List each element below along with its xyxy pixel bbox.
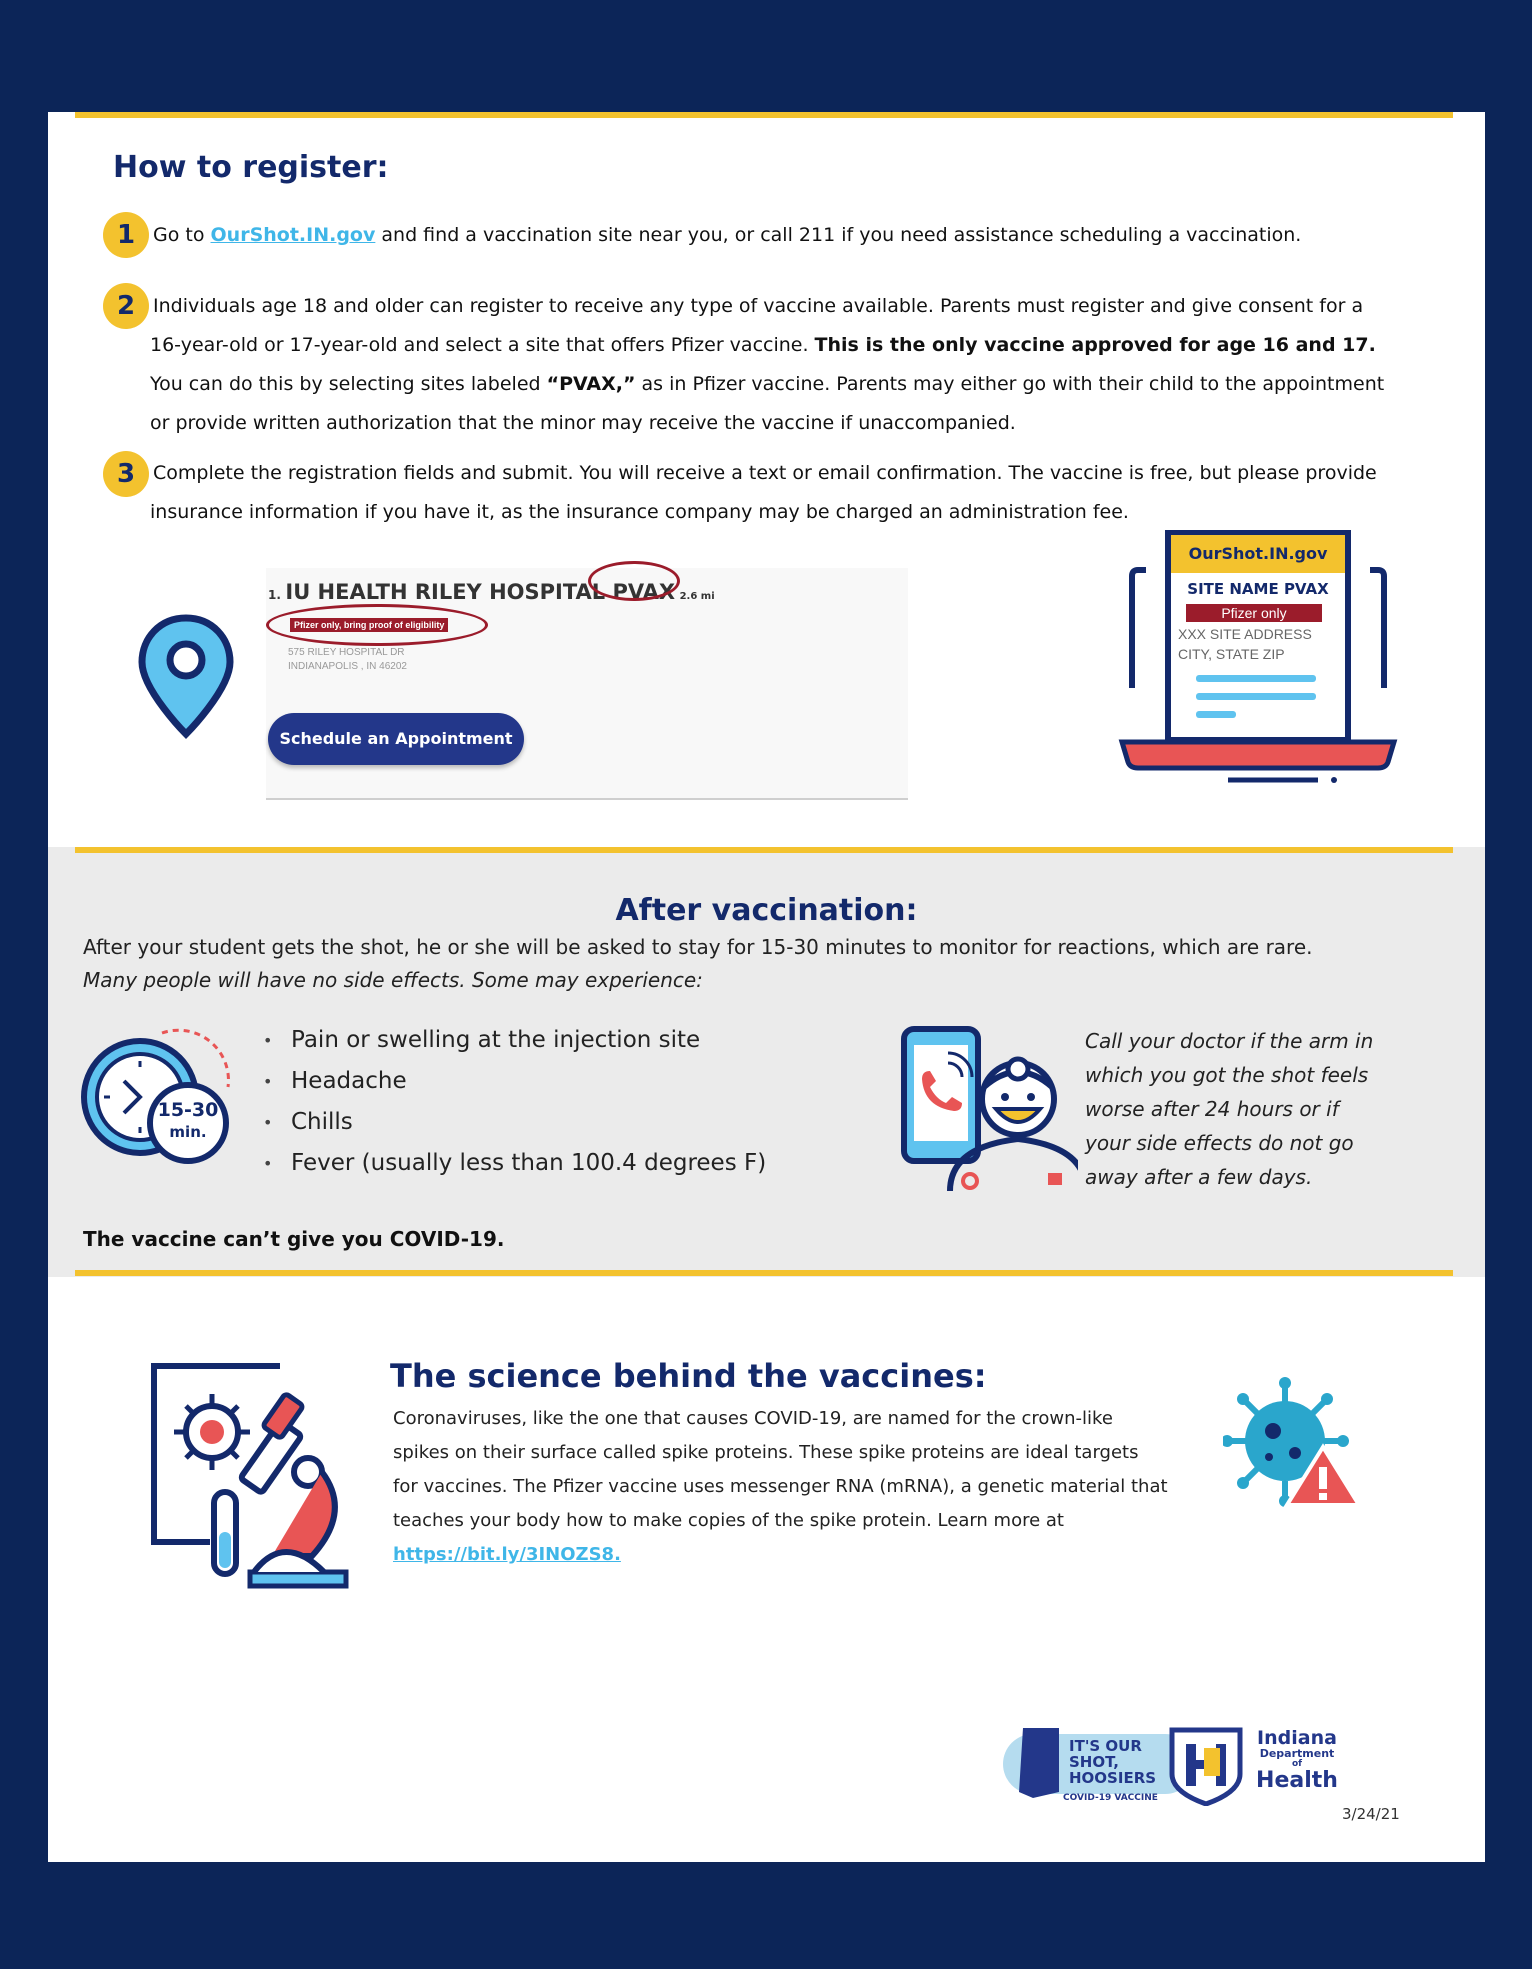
virus-warning-icon bbox=[1223, 1377, 1363, 1507]
microscope-lab-icon bbox=[150, 1362, 350, 1592]
step-3-text: Complete the registration fields and submit. You will receive a text or email confirmation. The vaccine is free, but please provide insurance information if you have it, as the insurance company may be charged an administration fee. bbox=[150, 462, 1377, 523]
flyer-page bbox=[48, 112, 1485, 1862]
list-item: • Chills bbox=[263, 1102, 766, 1143]
list-item: • Headache bbox=[263, 1061, 766, 1102]
register-heading: How to register: bbox=[113, 150, 389, 185]
site-listing-example: 1. IU HEALTH RILEY HOSPITAL PVAX 2.6 mi Pfizer only, bring proof of eligibility 575 RILEY HOSPITAL DR INDIANAPOLIS , IN 46202 Schedule an Appointment bbox=[266, 568, 908, 800]
step-2-text: Individuals age 18 and older can register to receive any type of vaccine available. Parents must register and give consent for a 16-year-old or 17-year-old and select a site that offers Pfizer vaccine. This is the only vaccine approved for age 16 and 17. You can do this by selecting sites labeled “PVAX,” as in Pfizer vaccine. Parents may either go with their child to the appointment or provide written authorization that the minor may receive the vaccine if unaccompanied. bbox=[150, 295, 1385, 434]
top-gold-rule bbox=[75, 112, 1453, 118]
publish-date: 3/24/21 bbox=[1342, 1805, 1400, 1823]
indiana-department-of-health-logo: Indiana Department of Health bbox=[1166, 1722, 1366, 1812]
after-vaccination-section: After vaccination: After your student gets the shot, he or she will be asked to stay for 15-30 minutes to monitor for reactions, which are rare. Many people will have no side effects. Some may experience: 15-30 min. • Pain or swelling at the injection site • Headache • Chills • Fever (usually less than 100.4 degrees F) Call your doctor if the arm in which you got the shot feels worse after 24 hours or if your side effects do not go away after a few days. The vaccine can’t give you COVID-19. bbox=[48, 847, 1485, 1277]
list-item: • Fever (usually less than 100.4 degrees F) bbox=[263, 1143, 766, 1184]
idoh-shield-icon bbox=[1166, 1722, 1246, 1806]
doctor-phone-icon bbox=[898, 1023, 1078, 1193]
pvax-highlight-circle bbox=[588, 561, 680, 601]
site-name: IU HEALTH RILEY HOSPITAL PVAX bbox=[285, 580, 676, 604]
science-paragraph: Coronaviruses, like the one that causes COVID-19, are named for the crown-like spikes on their surface called spike proteins. These spike proteins are ideal targets for vaccines. The Pfizer vaccine uses messenger RNA (mRNA), a genetic material that teaches your body how to make copies of the spike protein. Learn more at https://bit.ly/3INOZS8. bbox=[393, 1408, 1168, 1565]
laptop-illustration: OurShot.IN.gov SITE NAME PVAX Pfizer only XXX SITE ADDRESS CITY, STATE ZIP bbox=[1118, 530, 1398, 800]
ourshot-link[interactable]: OurShot.IN.gov bbox=[210, 224, 376, 246]
after-heading: After vaccination: bbox=[615, 893, 918, 928]
step-2-number: 2 bbox=[103, 283, 149, 329]
after-top-rule bbox=[75, 847, 1453, 853]
map-pin-icon bbox=[136, 612, 236, 742]
vaccine-safety-statement: The vaccine can’t give you COVID-19. bbox=[83, 1227, 505, 1251]
science-heading: The science behind the vaccines: bbox=[390, 1357, 987, 1395]
learn-more-link[interactable]: https://bit.ly/3INOZS8. bbox=[393, 1544, 621, 1565]
step-1-number: 1 bbox=[103, 212, 149, 258]
schedule-appointment-button[interactable]: Schedule an Appointment bbox=[268, 713, 524, 765]
its-our-shot-logo: IT'S OUR SHOT, HOOSIERS COVID-19 VACCINE bbox=[1003, 1726, 1195, 1806]
side-effects-list bbox=[263, 1020, 766, 1184]
badge-highlight-circle bbox=[266, 604, 488, 646]
call-doctor-note: Call your doctor if the arm in which you got the shot feels worse after 24 hours or if your side effects do not go away after a few days. bbox=[1085, 1029, 1374, 1189]
after-bottom-rule bbox=[75, 1270, 1453, 1276]
laptop-icon bbox=[1118, 530, 1398, 800]
step-3-number: 3 bbox=[103, 451, 149, 497]
list-item: • Pain or swelling at the injection site bbox=[263, 1020, 766, 1061]
pfizer-only-badge: Pfizer only, bring proof of eligibility bbox=[290, 618, 448, 632]
step-1-text: Go to OurShot.IN.gov and find a vaccination site near you, or call 211 if you need assistance scheduling a vaccination. bbox=[153, 224, 1302, 246]
